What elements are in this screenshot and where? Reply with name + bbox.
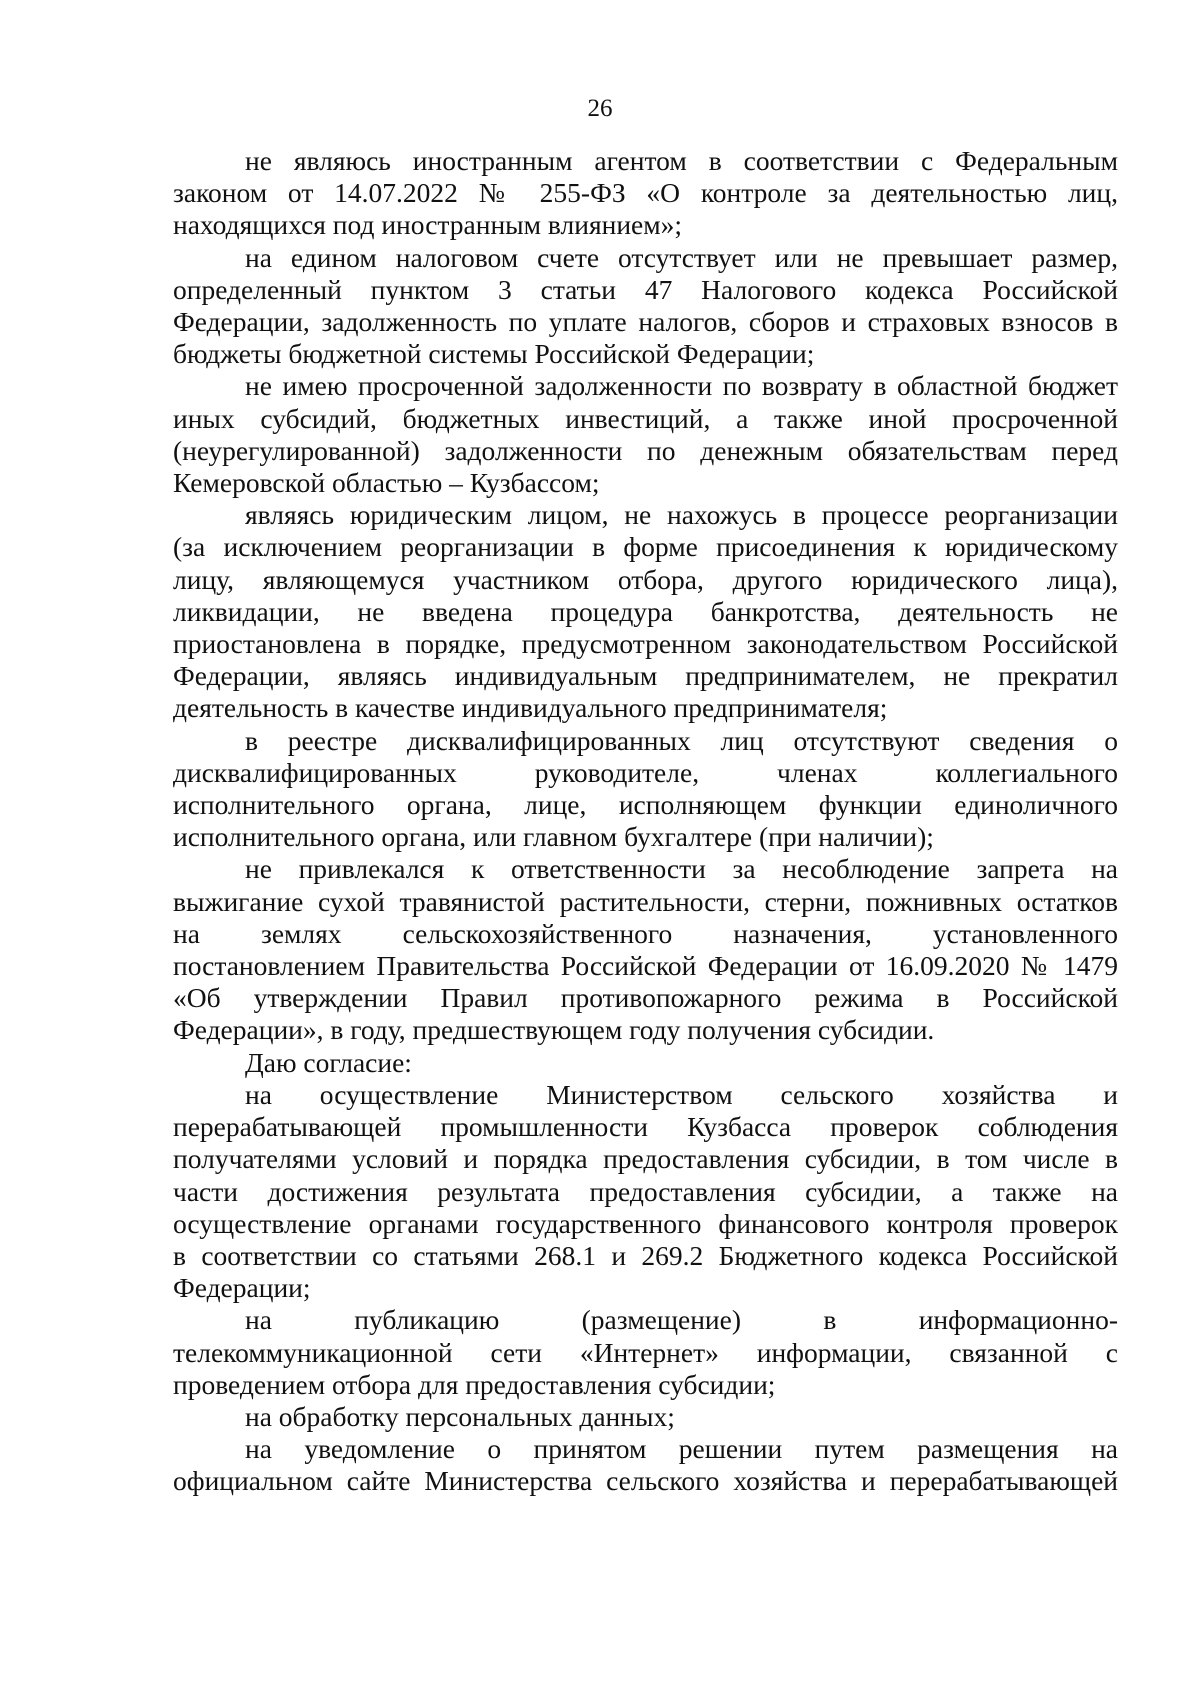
text-line: определенный пунктом 3 статьи 47 Налогового кодекса Российской <box>173 273 1118 305</box>
text-line: исполнительного органа, или главном бухгалтере (при наличии); <box>173 821 934 853</box>
text-line: (за исключением реорганизации в форме присоединения к юридическому <box>173 531 1118 563</box>
text-line: перерабатывающей промышленности Кузбасса проверок соблюдения <box>173 1111 1118 1143</box>
paragraph <box>173 725 1118 854</box>
text-line: иных субсидий, бюджетных инвестиций, а также иной просроченной <box>173 402 1118 434</box>
text-line: деятельность в качестве индивидуального предпринимателя; <box>173 692 888 724</box>
paragraph <box>173 145 1118 242</box>
text-line: приостановлена в порядке, предусмотренном законодательством Российской <box>173 628 1118 660</box>
text-line: Даю согласие: <box>245 1046 412 1078</box>
text-line: в соответствии со статьями 268.1 и 269.2 Бюджетного кодекса Российской <box>173 1239 1118 1271</box>
text-line: исполнительного органа, лице, исполняющем функции единоличного <box>173 789 1118 821</box>
text-line: дисквалифицированных руководителе, членах коллегиального <box>173 756 1118 788</box>
paragraph <box>173 1401 1118 1433</box>
text-line: (неурегулированной) задолженности по денежным обязательствам перед <box>173 434 1118 466</box>
text-line: на публикацию (размещение) в информационно- <box>245 1304 1118 1336</box>
text-line: осуществление органами государственного финансового контроля проверок <box>173 1207 1118 1239</box>
text-line: не являюсь иностранным агентом в соответствии с Федеральным <box>245 145 1118 176</box>
document-body <box>173 145 1118 1498</box>
text-line: телекоммуникационной сети «Интернет» информации, связанной с <box>173 1336 1118 1368</box>
text-line: находящихся под иностранным влиянием»; <box>173 209 683 241</box>
text-line: Федерации, задолженность по уплате налогов, сборов и страховых взносов в <box>173 306 1118 338</box>
paragraph <box>173 1304 1118 1401</box>
text-line: на едином налоговом счете отсутствует или не превышает размер, <box>245 241 1118 273</box>
text-line: Кемеровской областью – Кузбассом; <box>173 467 600 499</box>
text-line: лицу, являющемуся участником отбора, другого юридического лица), <box>173 563 1118 595</box>
paragraph <box>173 853 1118 1046</box>
paragraph <box>173 1079 1118 1304</box>
paragraph <box>173 499 1118 724</box>
text-line: получателями условий и порядка предоставления субсидии, в том числе в <box>173 1143 1118 1175</box>
page-number: 26 <box>587 95 613 122</box>
text-line: на осуществление Министерством сельского хозяйства и <box>245 1078 1118 1110</box>
text-line: законом от 14.07.2022 № 255-ФЗ «О контроле за деятельностью лиц, <box>173 177 1118 209</box>
text-line: Федерации, являясь индивидуальным предпринимателем, не прекратил <box>173 660 1118 692</box>
text-line: бюджеты бюджетной системы Российской Федерации; <box>173 338 815 370</box>
text-line: Федерации; <box>173 1272 311 1304</box>
text-line: ликвидации, не введена процедура банкротства, деятельность не <box>173 595 1118 627</box>
paragraph <box>173 370 1118 499</box>
text-line: «Об утверждении Правил противопожарного режима в Российской <box>173 982 1118 1014</box>
text-line: выжигание сухой травянистой растительности, стерни, пожнивных остатков <box>173 885 1118 917</box>
text-line: не имею просроченной задолженности по возврату в областной бюджет <box>245 370 1118 402</box>
paragraph <box>173 1047 1118 1079</box>
text-line: части достижения результата предоставления субсидии, а также на <box>173 1175 1118 1207</box>
paragraph <box>173 242 1118 371</box>
text-line: на уведомление о принятом решении путем размещения на <box>245 1433 1118 1465</box>
text-line: в реестре дисквалифицированных лиц отсутствуют сведения о <box>245 724 1118 756</box>
paragraph <box>173 1433 1118 1497</box>
text-line: официальном сайте Министерства сельского хозяйства и перерабатывающей <box>173 1465 1118 1497</box>
text-line: постановлением Правительства Российской Федерации от 16.09.2020 № 1479 <box>173 950 1118 982</box>
text-line: не привлекался к ответственности за несоблюдение запрета на <box>245 853 1118 885</box>
text-line: являясь юридическим лицом, не нахожусь в процессе реорганизации <box>245 499 1118 531</box>
text-line: на землях сельскохозяйственного назначения, установленного <box>173 917 1118 949</box>
text-line: проведением отбора для предоставления субсидии; <box>173 1368 776 1400</box>
text-line: на обработку персональных данных; <box>245 1400 675 1432</box>
text-line: Федерации», в году, предшествующем году получения субсидии. <box>173 1014 935 1046</box>
